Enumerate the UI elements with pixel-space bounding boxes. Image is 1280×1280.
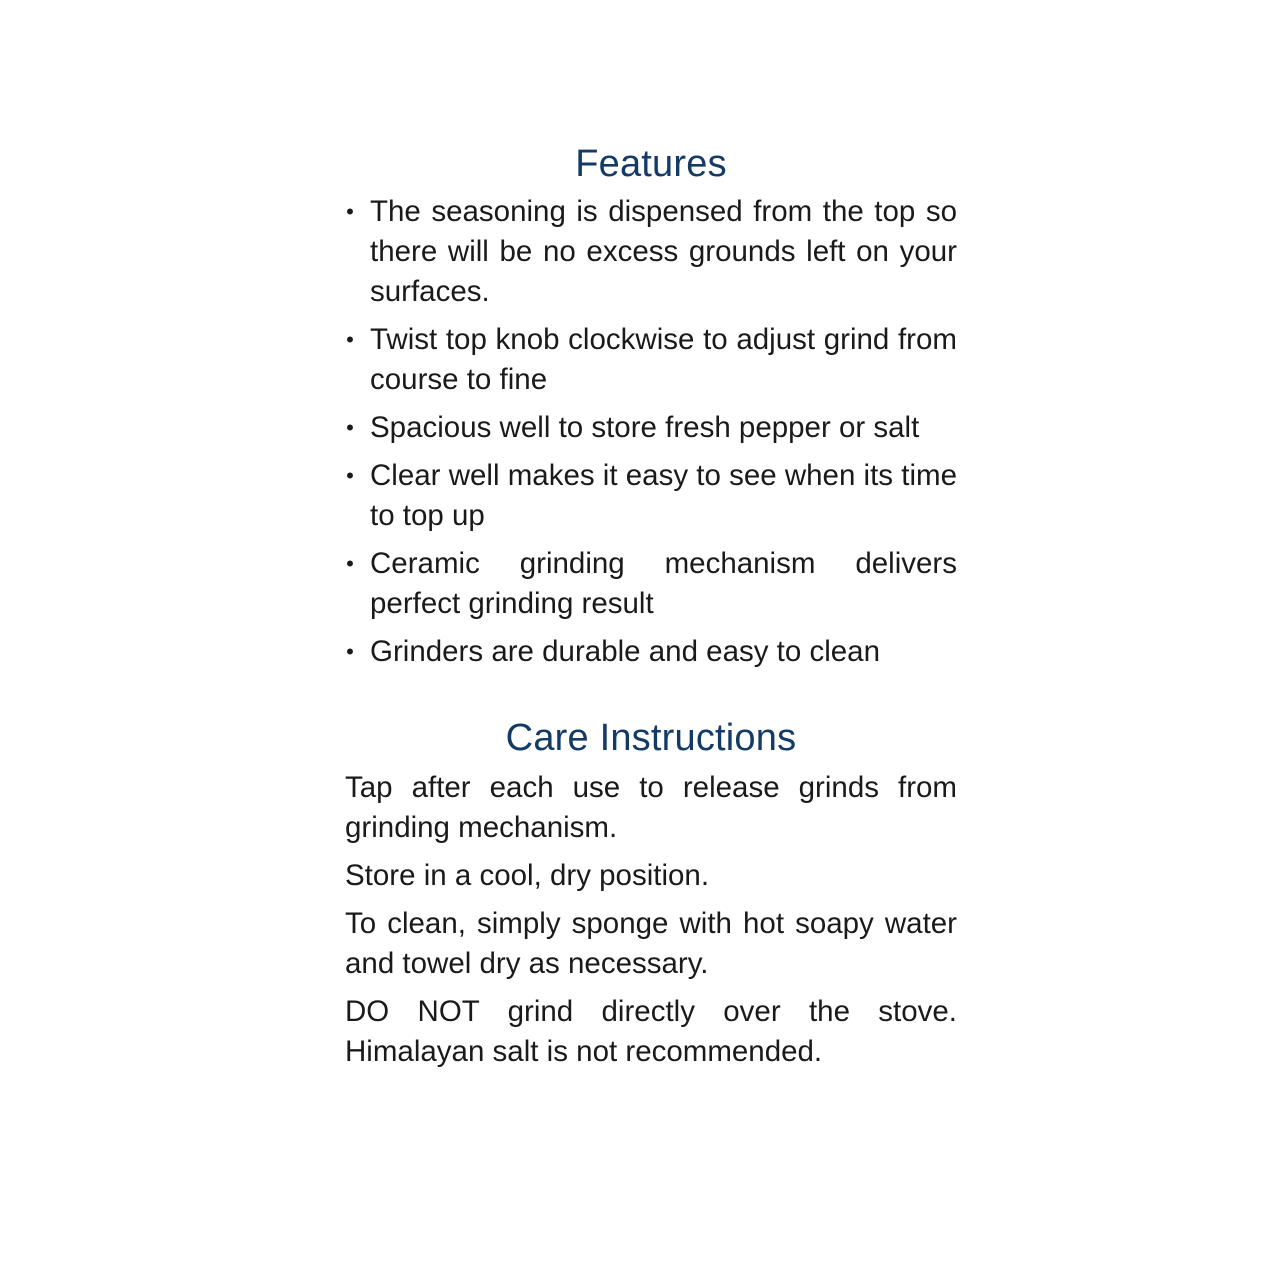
bullet-icon: • xyxy=(346,551,354,576)
bullet-icon: • xyxy=(346,199,354,224)
bullet-icon: • xyxy=(346,415,354,440)
bullet-icon: • xyxy=(346,327,354,352)
features-heading: Features xyxy=(575,143,727,185)
feature-item xyxy=(345,320,957,400)
care-paragraph: Store in a cool, dry position. xyxy=(345,859,710,892)
feature-item xyxy=(345,408,957,448)
care-paragraph: To clean, simply sponge with hot soapy water and towel dry as necessary. xyxy=(345,907,957,980)
care-instructions-body xyxy=(345,768,957,1072)
features-list xyxy=(345,192,957,672)
feature-text: Clear well makes it easy to see when its time to top up xyxy=(370,459,957,532)
care-paragraph: Tap after each use to release grinds from grinding mechanism. xyxy=(345,771,957,844)
care-instructions-heading: Care Instructions xyxy=(505,717,797,759)
feature-item xyxy=(345,456,957,536)
product-info-panel xyxy=(345,138,957,1080)
feature-text: Twist top knob clockwise to adjust grind from course to fine xyxy=(370,323,957,396)
feature-item xyxy=(345,544,957,624)
feature-text: Grinders are durable and easy to clean xyxy=(370,635,880,668)
care-paragraph: DO NOT grind directly over the stove. Himalayan salt is not recommended. xyxy=(345,995,957,1068)
feature-text: The seasoning is dispensed from the top so there will be no excess grounds left on your surfaces. xyxy=(370,195,957,308)
bullet-icon: • xyxy=(346,639,354,664)
feature-text: Spacious well to store fresh pepper or salt xyxy=(370,411,920,444)
bullet-icon: • xyxy=(346,463,354,488)
feature-text: Ceramic grinding mechanism delivers perfect grinding result xyxy=(370,547,957,620)
feature-item xyxy=(345,192,957,312)
feature-item xyxy=(345,632,957,672)
